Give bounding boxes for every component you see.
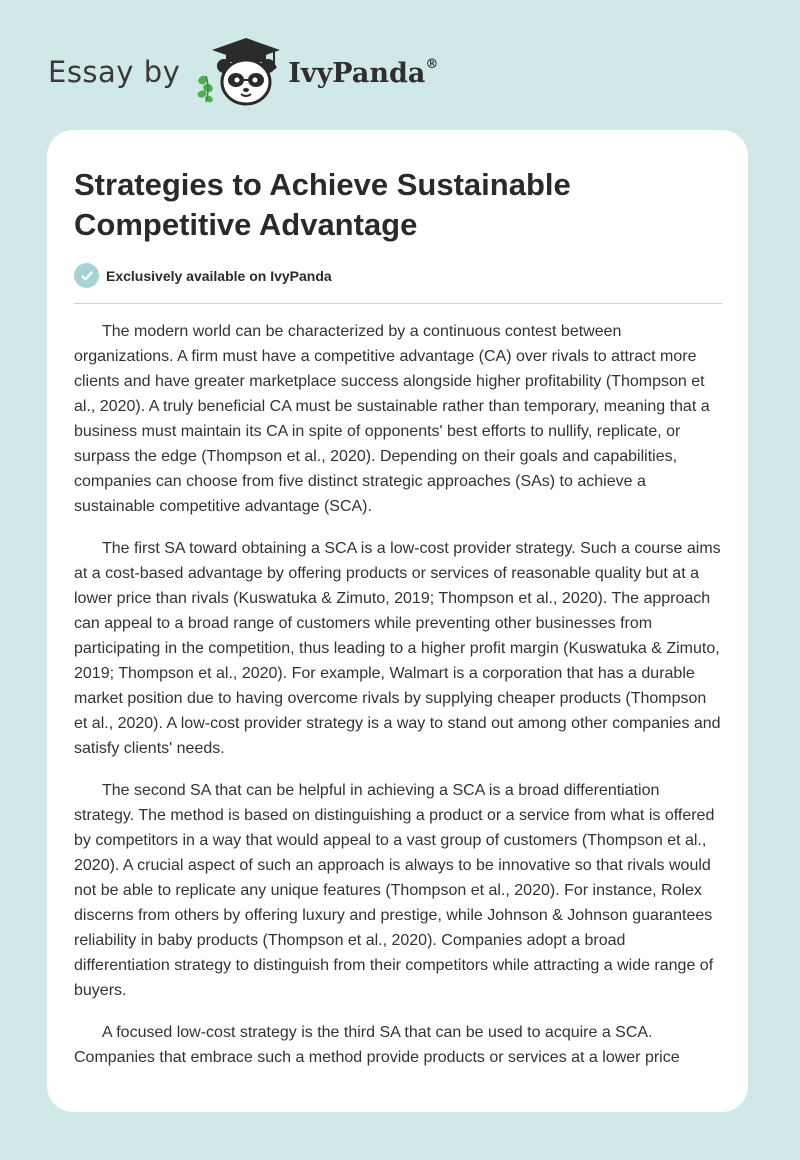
essay-title: Strategies to Achieve Sustainable Competitive Advantage [74, 167, 571, 242]
site-header [48, 36, 438, 108]
exclusive-badge [74, 263, 332, 288]
brand-name[interactable]: IvyPanda® [288, 56, 439, 89]
panda-logo-icon[interactable] [194, 36, 282, 108]
essay-by-label: Essay by [48, 55, 181, 89]
paragraph: The first SA toward obtaining a SCA is a low-cost provider strategy. Such a course aims at a cost-based advantage by offering products or services of reasonable quality but at a lower price than rivals (Kuswatuka & Zimuto, 2019; Thompson et al., 2020). The approach can appeal to a broad range of customers while preventing other businesses from participating in the competition, thus leading to a higher profit margin (Kuswatuka & Zimuto, 2019; Thompson et al., 2020). For example, Walmart is a corporation that has a durable market position due to having overcome rivals by supplying cheaper products (Thompson et al., 2020). A low-cost provider strategy is a way to stand out among other companies and satisfy clients' needs. [74, 540, 721, 757]
exclusive-label: Exclusively available on IvyPanda [106, 267, 332, 284]
essay-body [74, 319, 724, 1087]
divider [74, 303, 722, 304]
essay-card [47, 130, 748, 1112]
paragraph: The second SA that can be helpful in achieving a SCA is a broad differentiation strategy. The method is based on distinguishing a product or a service from what is offered by competitors in a way that would appeal to a vast group of customers (Thompson et al., 2020). A crucial aspect of such an approach is always to be innovative so that rivals would not be able to replicate any unique features (Thompson et al., 2020). For instance, Rolex discerns from others by offering luxury and prestige, while Johnson & Johnson guarantees reliability in baby products (Thompson et al., 2020). Companies adopt a broad differentiation strategy to distinguish from their competitors while attracting a wide range of buyers. [74, 782, 715, 999]
check-icon [74, 263, 99, 288]
paragraph: The modern world can be characterized by a continuous contest between organizations. A firm must have a competitive advantage (CA) over rivals to attract more clients and have greater marketplace success alongside higher profitability (Thompson et al., 2020). A truly beneficial CA must be sustainable rather than temporary, meaning that a business must maintain its CA in spite of opponents' best efforts to nullify, replicate, or surpass the edge (Thompson et al., 2020). Depending on their goals and capabilities, companies can choose from five distinct strategic approaches (SAs) to achieve a sustainable competitive advantage (SCA). [74, 323, 710, 515]
paragraph: A focused low-cost strategy is the third SA that can be used to acquire a SCA. Companies that embrace such a method provide products or services at a lower price [74, 1024, 680, 1066]
registered-mark: ® [425, 56, 439, 72]
